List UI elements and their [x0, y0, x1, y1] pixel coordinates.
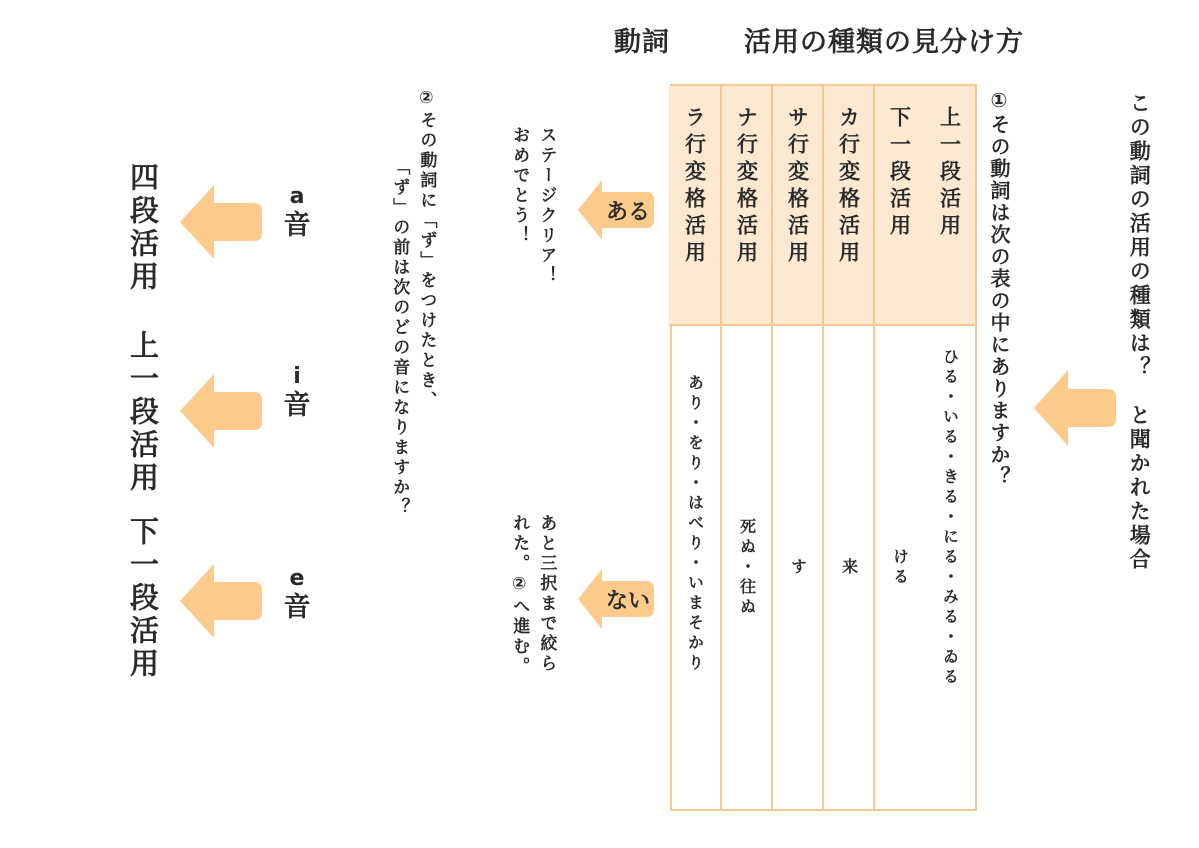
step2-question: [385, 88, 439, 518]
table-column-ra-hen: [669, 86, 720, 809]
table-cell: あり・をり・はべり・いまそかり: [685, 374, 705, 674]
stage-clear-text: [505, 126, 559, 286]
table-column-shimo-ichidan: [873, 86, 924, 809]
arrow-left-icon: [180, 185, 262, 259]
table-column-na-hen: [720, 86, 771, 809]
branch-no-label: ない: [605, 589, 651, 614]
sound-vowel: e: [289, 566, 305, 591]
narrowed-line2: れた。②へ進む。: [509, 514, 530, 677]
step2-line2: 「ず」の前は次のどの音になりますか？: [389, 158, 410, 518]
stage-clear-line2: おめでとう！: [509, 126, 530, 246]
arrow-left-icon: [180, 564, 262, 638]
conjugation-table: [670, 84, 977, 811]
page-title-sub: 活用の種類の見分け方: [744, 27, 1024, 58]
arrow-left-icon: [1034, 370, 1116, 446]
table-column-ka-hen: [822, 86, 873, 809]
no-arrow-icon: [578, 569, 654, 629]
table-header: カ行変格活用: [836, 106, 861, 268]
table-cell: 来: [839, 557, 859, 578]
intro-question-line1: この動詞の活用の種類は？: [1127, 92, 1152, 380]
intro-question-line2: と聞かれた場合: [1127, 404, 1152, 572]
narrowed-text: [505, 514, 559, 677]
stage-clear-line1: ステージクリア！: [536, 126, 557, 286]
table-header: ラ行変格活用: [682, 106, 707, 268]
table-header: ナ行変格活用: [734, 106, 759, 268]
table-header: 下一段活用: [887, 106, 912, 241]
result-kami-ichidan: 上一段活用: [126, 330, 160, 495]
sound-vowel: a: [289, 184, 305, 209]
sound-i: [277, 366, 317, 419]
sound-suffix: 音: [283, 210, 311, 241]
narrowed-line1: あと三択まで絞ら: [536, 514, 557, 674]
table-cell: ひる・いる・きる・にる・みる・ゐる: [940, 348, 960, 688]
arrow-left-icon: [180, 374, 262, 448]
table-column-kami-ichidan: [924, 86, 975, 809]
sound-a: [277, 186, 317, 239]
step1-question: ①その動詞は次の表の中にありますか？: [987, 88, 1011, 488]
result-shimo-ichidan: 下一段活用: [126, 516, 160, 681]
table-header: サ行変格活用: [785, 106, 810, 268]
sound-e: [277, 568, 317, 621]
branch-yes-label: ある: [605, 200, 651, 225]
table-column-sa-hen: [771, 86, 822, 809]
table-cell: 死ぬ・往ぬ: [737, 517, 757, 618]
sound-vowel: i: [293, 364, 301, 389]
sound-suffix: 音: [283, 592, 311, 623]
sound-suffix: 音: [283, 390, 311, 421]
yes-arrow-icon: [578, 180, 654, 240]
table-cell: す: [788, 557, 808, 578]
step2-line1: ②その動詞に「ず」をつけたとき、: [416, 88, 437, 411]
result-yodan: 四段活用: [126, 162, 160, 294]
table-cell: ける: [890, 547, 910, 588]
intro-question: [1125, 92, 1152, 572]
table-header: 上一段活用: [937, 106, 962, 241]
page-title-main: 動詞: [614, 27, 670, 58]
